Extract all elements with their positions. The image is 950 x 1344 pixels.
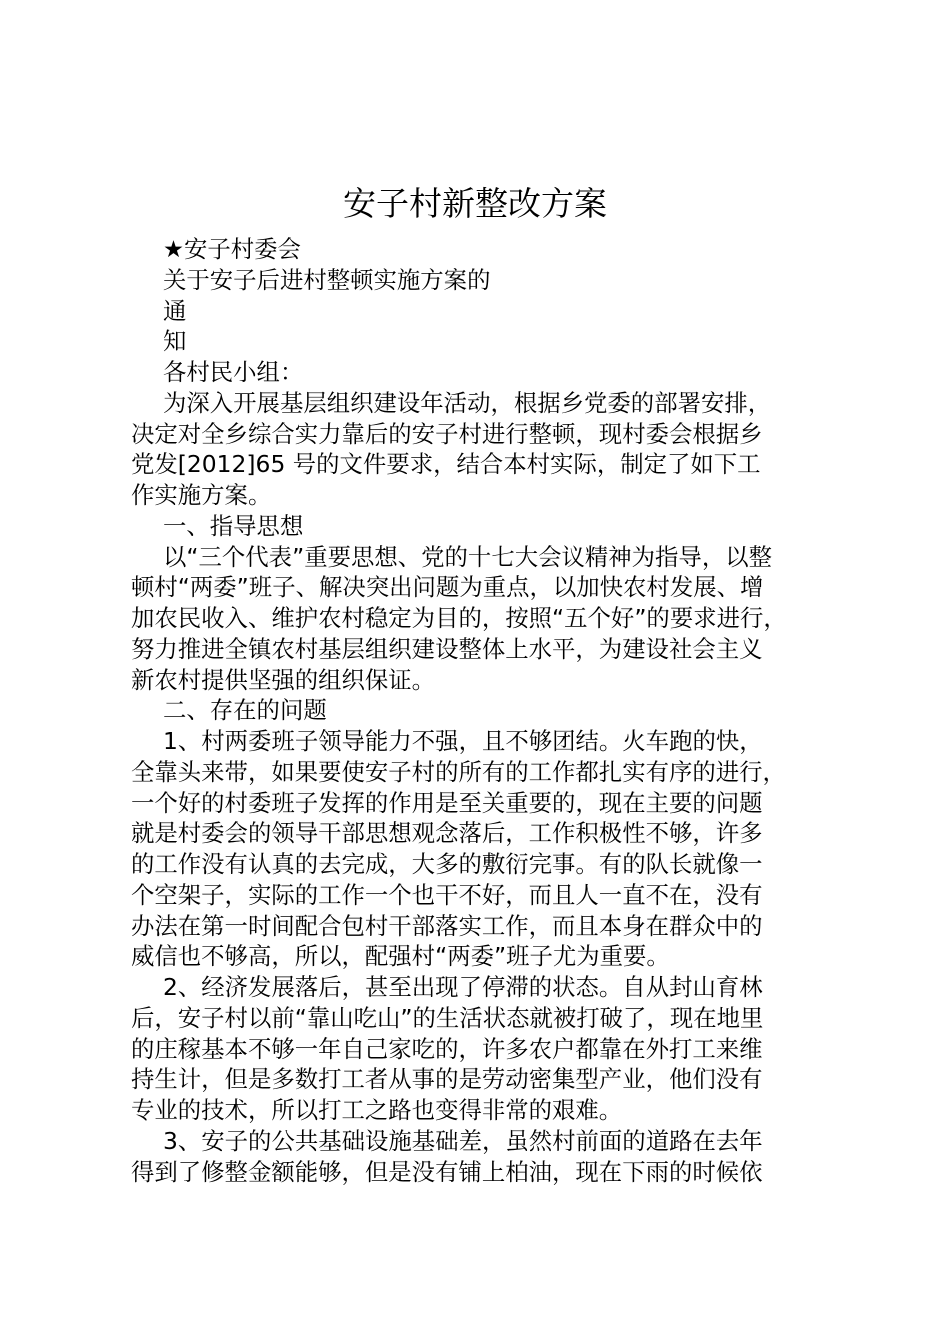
body-line: 后，安子村以前“靠山吃山”的生活状态就被打破了，现在地里 — [131, 1003, 764, 1032]
body-line: 顿村“两委”班子、解决突出问题为重点，以加快农村发展、增 — [131, 573, 764, 602]
body-line: 威信也不够高，所以，配强村“两委”班子尤为重要。 — [131, 942, 670, 971]
document-body — [131, 234, 831, 1187]
body-line: 通 — [163, 296, 187, 325]
body-line: 2、经济发展落后，甚至出现了停滞的状态。自从封山育林 — [163, 973, 763, 1001]
body-line: 新农村提供坚强的组织保证。 — [131, 665, 436, 694]
body-line: 1、村两委班子领导能力不强，且不够团结。火车跑的快， — [163, 727, 763, 755]
body-line: 的工作没有认真的去完成，大多的敷衍完事。有的队长就像一 — [131, 850, 763, 878]
body-line: 办法在第一时间配合包村干部落实工作，而且本身在群众中的 — [131, 911, 763, 940]
body-line: 3、安子的公共基础设施基础差，虽然村前面的道路在去年 — [163, 1126, 763, 1155]
body-line: 就是村委会的领导干部思想观念落后，工作积极性不够，许多 — [131, 819, 763, 848]
body-line: 知 — [163, 327, 187, 356]
body-line: 专业的技术，所以打工之路也变得非常的艰难。 — [131, 1096, 623, 1124]
body-line: 得到了修整金额能够，但是没有铺上柏油，现在下雨的时候依 — [131, 1157, 763, 1186]
body-line: 加农民收入、维护农村稳定为目的，按照“五个好”的要求进行， — [131, 604, 787, 632]
body-line: 个空架子，实际的工作一个也干不好，而且人一直不在，没有 — [131, 880, 763, 909]
document-title: 安子村新整改方案 — [343, 184, 607, 223]
section-heading: 二、存在的问题 — [163, 696, 327, 725]
body-line: 党发[2012]65 号的文件要求，结合本村实际，制定了如下工 — [131, 450, 761, 479]
body-line: 决定对全乡综合实力靠后的安子村进行整顿，现村委会根据乡 — [131, 419, 763, 448]
body-line: 各村民小组： — [163, 358, 304, 386]
body-line: 作实施方案。 — [131, 481, 272, 509]
body-line: 持生计，但是多数打工者从事的是劳动密集型产业，他们没有 — [131, 1065, 763, 1094]
body-line: 的庄稼基本不够一年自己家吃的，许多农户都靠在外打工来维 — [131, 1034, 763, 1063]
body-line: ★安子村委会 — [163, 235, 301, 263]
body-line: 以“三个代表”重要思想、党的十七大会议精神为指导，以整 — [163, 542, 772, 571]
body-line: 努力推进全镇农村基层组织建设整体上水平，为建设社会主义 — [131, 634, 763, 663]
body-line: 为深入开展基层组织建设年活动，根据乡党委的部署安排， — [163, 388, 772, 417]
body-line: 全靠头来带，如果要使安子村的所有的工作都扎实有序的进行， — [131, 757, 786, 786]
body-line: 一个好的村委班子发挥的作用是至关重要的，现在主要的问题 — [131, 788, 763, 817]
section-heading: 一、指导思想 — [163, 511, 304, 540]
body-line: 关于安子后进村整顿实施方案的 — [163, 265, 491, 294]
